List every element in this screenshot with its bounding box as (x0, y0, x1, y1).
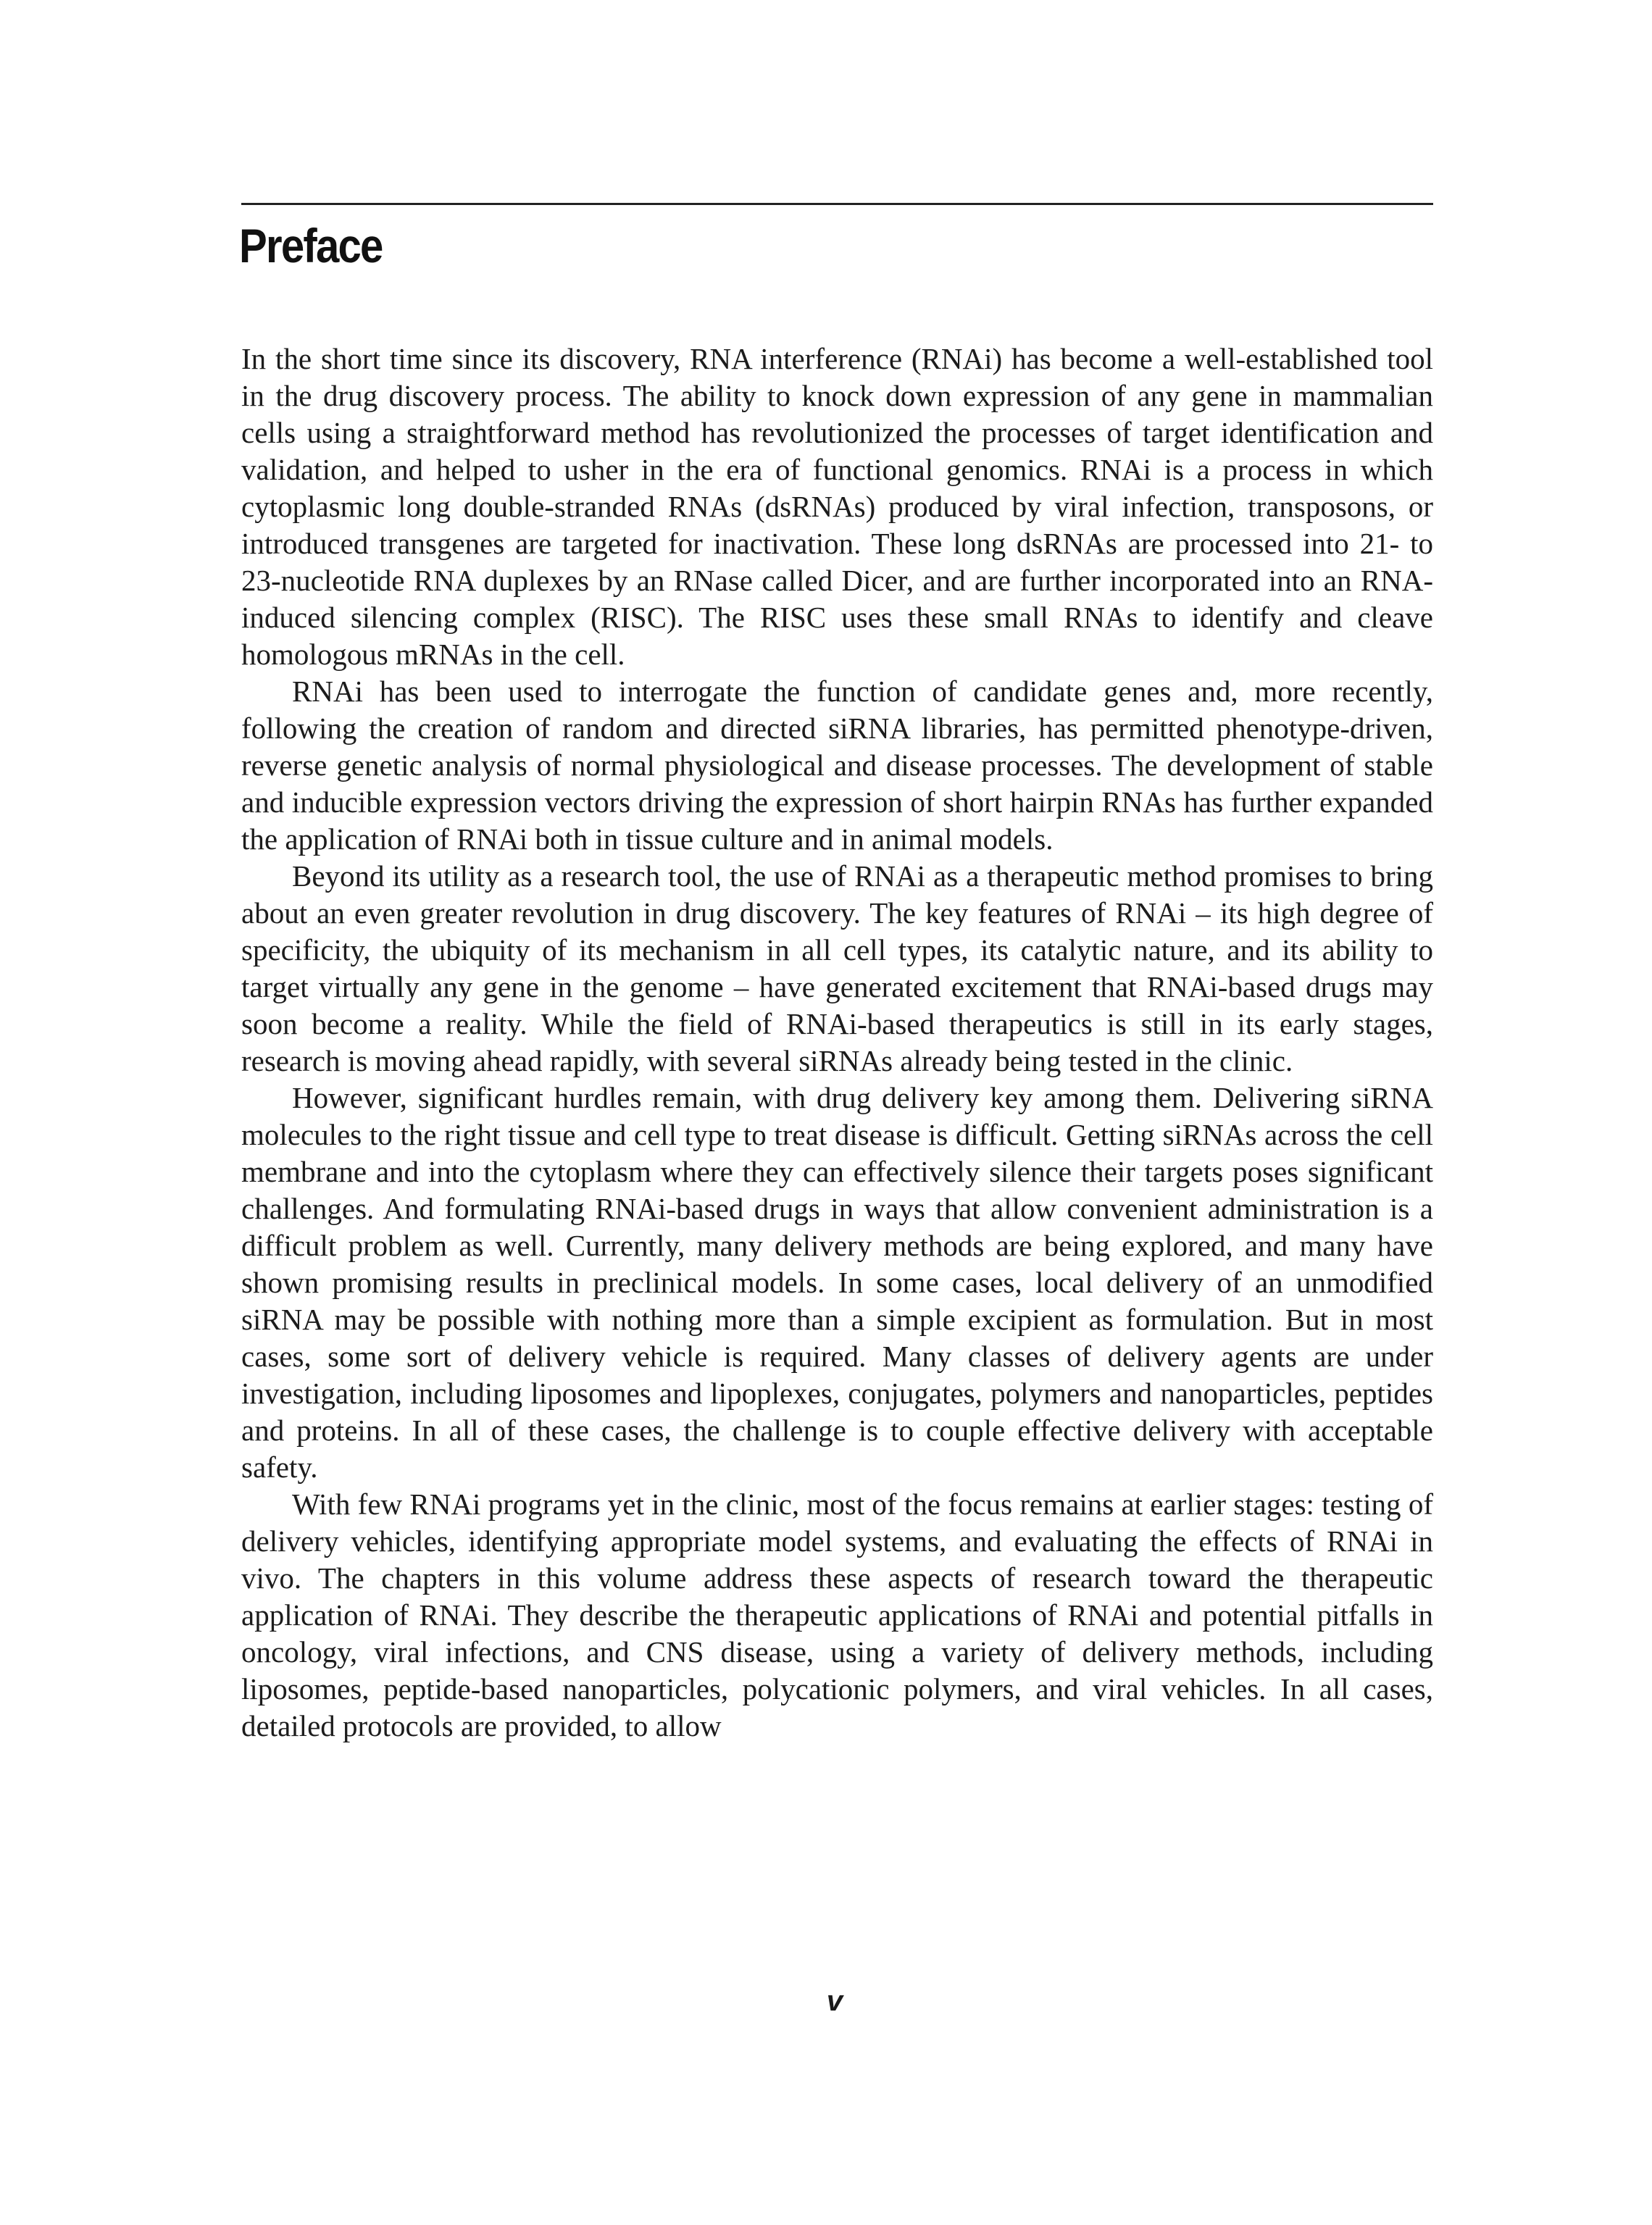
paragraph-3: Beyond its utility as a research tool, the use of RNAi as a therapeutic method promises to bring about an even greater revolution in drug discovery. The key features of RNAi – its high degree of specificity, the ubiquity of its mechanism in all cell types, its catalytic nature, and its ability to target virtually any gene in the genome – have generated excitement that RNAi-based drugs may soon become a reality. While the field of RNAi-based therapeutics is still in its early stages, research is moving ahead rapidly, with several siRNAs already being tested in the clinic. (241, 859, 1433, 1077)
paragraph-2: RNAi has been used to interrogate the function of candidate genes and, more recently, following the creation of random and directed siRNA libraries, has permitted phenotype-driven, reverse genetic analysis of normal physiological and disease processes. The development of stable and inducible expression vectors driving the expression of short hairpin RNAs has further expanded the application of RNAi both in tissue culture and in animal models. (241, 675, 1433, 856)
header-rule (241, 203, 1433, 205)
paragraph-5: With few RNAi programs yet in the clinic, most of the focus remains at earlier stages: testing of delivery vehicles, identifying appropriate model systems, and evaluating the effects of RNAi in vivo. The chapters in this volume address these aspects of research toward the therapeutic application of RNAi. They describe the therapeutic applications of RNAi and potential pitfalls in oncology, viral infections, and CNS disease, using a variety of delivery methods, including liposomes, peptide-based nanoparticles, polycationic polymers, and viral vehicles. In all cases, detailed protocols are provided, to allow (241, 1487, 1433, 1742)
preface-body (241, 341, 1433, 1745)
page-title: Preface (239, 219, 383, 272)
paragraph-4: However, significant hurdles remain, with drug delivery key among them. Delivering siRNA molecules to the right tissue and cell type to treat disease is difficult. Getting siRNAs across the cell membrane and into the cytoplasm where they can effectively silence their targets poses significant challenges. And formulating RNAi-based drugs in ways that allow convenient administration is a difficult problem as well. Currently, many delivery methods are being explored, and many have shown promising results in preclinical models. In some cases, local delivery of an unmodified siRNA may be possible with nothing more than a simple excipient as formulation. But in most cases, some sort of delivery vehicle is required. Many classes of delivery agents are under investigation, including liposomes and lipoplexes, conjugates, polymers and nanoparticles, peptides and proteins. In all of these cases, the challenge is to couple effective delivery with acceptable safety. (241, 1081, 1433, 1484)
paragraph-1: In the short time since its discovery, RNA interference (RNAi) has become a well-established tool in the drug discovery process. The ability to knock down expression of any gene in mammalian cells using a straightforward method has revolutionized the processes of target identification and validation, and helped to usher in the era of functional genomics. RNAi is a process in which cytoplasmic long double-stranded RNAs (dsRNAs) produced by viral infection, transposons, or introduced transgenes are targeted for inactivation. These long dsRNAs are processed into 21- to 23-nucleotide RNA duplexes by an RNase called Dicer, and are further incorporated into an RNA-induced silencing complex (RISC). The RISC uses these small RNAs to identify and cleave homologous mRNAs in the cell. (241, 342, 1433, 671)
page-number: v (826, 1985, 843, 2017)
